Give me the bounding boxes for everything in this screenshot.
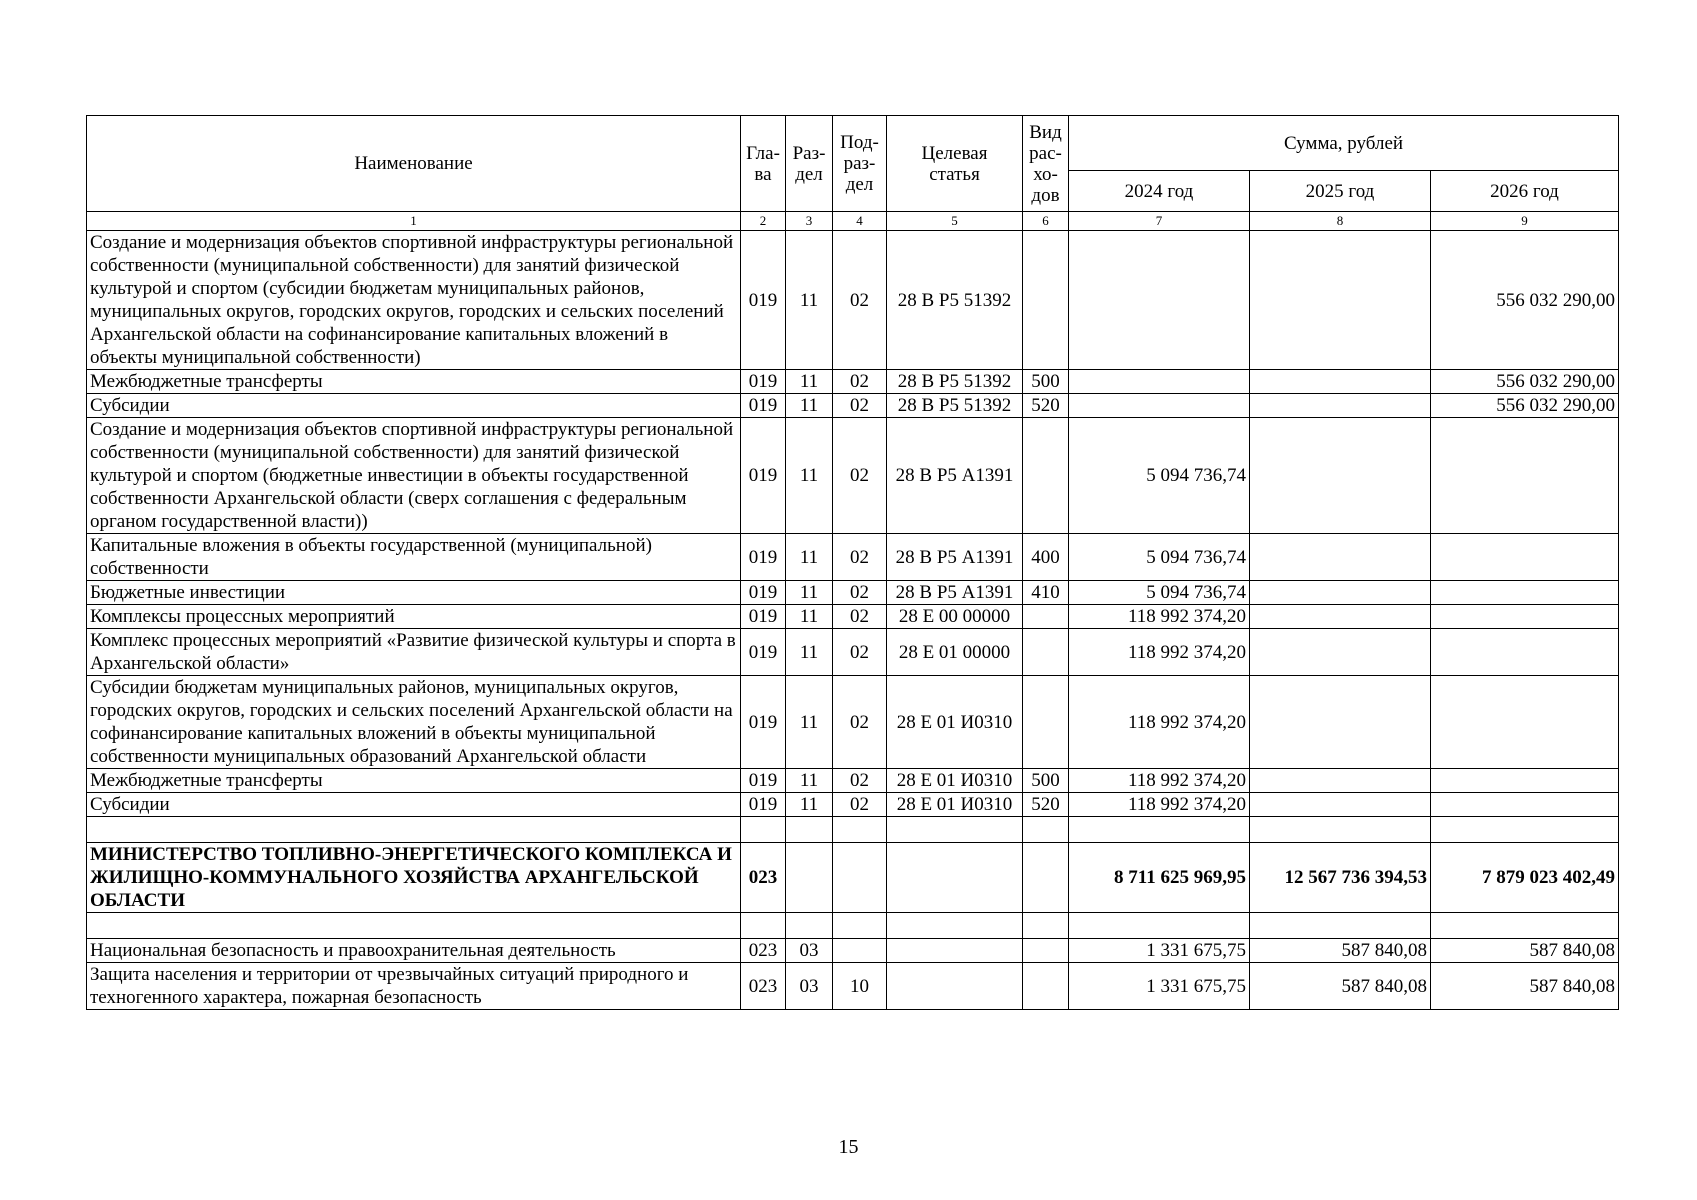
row-podrazdel: 02: [833, 629, 887, 676]
row-glava: 019: [741, 605, 786, 629]
header-year-2025: 2025 год: [1250, 171, 1431, 212]
empty-cell: [786, 817, 833, 843]
table-row: [87, 963, 1619, 1010]
row-name: Субсидии бюджетам муниципальных районов, муниципальных округов, городских округов, городских и сельских поселений Архангельской области на софинансирование капитальных вложений в объекты муниципальной собственности муниципальных образований Архангельской области: [87, 676, 741, 769]
budget-table: [86, 115, 1619, 1010]
table-row: [87, 534, 1619, 581]
header-vid: Вид рас- хо- дов: [1023, 116, 1069, 212]
header-razdel: Раз- дел: [786, 116, 833, 212]
table-row: [87, 394, 1619, 418]
row-amount-2026: [1431, 676, 1619, 769]
column-number: 7: [1069, 212, 1250, 231]
empty-row: [87, 913, 1619, 939]
row-glava: 019: [741, 394, 786, 418]
row-podrazdel: 02: [833, 605, 887, 629]
row-amount-2026: 587 840,08: [1431, 939, 1619, 963]
empty-cell: [833, 817, 887, 843]
row-razdel: 11: [786, 394, 833, 418]
row-podrazdel: 02: [833, 394, 887, 418]
row-amount-2026: [1431, 793, 1619, 817]
row-statya: [887, 843, 1023, 913]
row-razdel: 11: [786, 676, 833, 769]
header-name: Наименование: [87, 116, 741, 212]
row-amount-2024: 5 094 736,74: [1069, 534, 1250, 581]
column-number: 1: [87, 212, 741, 231]
header-year-2024: 2024 год: [1069, 171, 1250, 212]
table-row: [87, 843, 1619, 913]
row-amount-2025: 587 840,08: [1250, 939, 1431, 963]
row-amount-2026: [1431, 605, 1619, 629]
row-glava: 019: [741, 231, 786, 370]
row-amount-2025: [1250, 793, 1431, 817]
empty-cell: [741, 913, 786, 939]
empty-cell: [87, 913, 741, 939]
row-amount-2024: [1069, 394, 1250, 418]
column-number-row: [87, 212, 1619, 231]
row-amount-2024: [1069, 231, 1250, 370]
empty-cell: [1069, 913, 1250, 939]
column-number: 5: [887, 212, 1023, 231]
empty-cell: [1023, 913, 1069, 939]
row-statya: [887, 939, 1023, 963]
row-podrazdel: 02: [833, 793, 887, 817]
row-vid: [1023, 676, 1069, 769]
empty-cell: [786, 913, 833, 939]
row-statya: 28 В Р5 51392: [887, 370, 1023, 394]
row-name: Создание и модернизация объектов спортивной инфраструктуры региональной собственности (муниципальной собственности) для занятий физической культурой и спортом (субсидии бюджетам муниципальных районов, муниципальных округов, городских округов, городских и сельских поселений Архангельской области на софинансирование капитальных вложений в объекты муниципальной собственности): [87, 231, 741, 370]
empty-cell: [1431, 817, 1619, 843]
row-podrazdel: 02: [833, 534, 887, 581]
row-vid: [1023, 605, 1069, 629]
row-name: Защита населения и территории от чрезвычайных ситуаций природного и техногенного характера, пожарная безопасность: [87, 963, 741, 1010]
table-row: [87, 418, 1619, 534]
row-amount-2025: [1250, 676, 1431, 769]
row-amount-2025: [1250, 370, 1431, 394]
row-razdel: 11: [786, 581, 833, 605]
table-row: [87, 231, 1619, 370]
row-vid: 500: [1023, 769, 1069, 793]
row-amount-2026: [1431, 629, 1619, 676]
row-amount-2026: 556 032 290,00: [1431, 394, 1619, 418]
table-header: [87, 116, 1619, 231]
row-name: Комплекс процессных мероприятий «Развитие физической культуры и спорта в Архангельской области»: [87, 629, 741, 676]
row-amount-2026: 7 879 023 402,49: [1431, 843, 1619, 913]
row-statya: [887, 963, 1023, 1010]
row-amount-2026: 556 032 290,00: [1431, 231, 1619, 370]
row-statya: 28 В Р5 А1391: [887, 581, 1023, 605]
row-amount-2025: [1250, 418, 1431, 534]
row-amount-2024: 118 992 374,20: [1069, 629, 1250, 676]
header-summa: Сумма, рублей: [1069, 116, 1619, 171]
row-amount-2025: [1250, 394, 1431, 418]
row-vid: [1023, 629, 1069, 676]
row-statya: 28 Е 01 И0310: [887, 676, 1023, 769]
row-razdel: 03: [786, 963, 833, 1010]
table-row: [87, 793, 1619, 817]
table-row: [87, 370, 1619, 394]
row-podrazdel: 02: [833, 676, 887, 769]
empty-row: [87, 817, 1619, 843]
row-name: Субсидии: [87, 394, 741, 418]
row-glava: 019: [741, 534, 786, 581]
row-amount-2024: 118 992 374,20: [1069, 676, 1250, 769]
row-name: Субсидии: [87, 793, 741, 817]
row-glava: 023: [741, 939, 786, 963]
row-name: Капитальные вложения в объекты государственной (муниципальной) собственности: [87, 534, 741, 581]
row-amount-2026: [1431, 534, 1619, 581]
row-podrazdel: 02: [833, 418, 887, 534]
row-amount-2024: [1069, 370, 1250, 394]
row-amount-2024: 1 331 675,75: [1069, 939, 1250, 963]
row-glava: 019: [741, 793, 786, 817]
row-vid: 500: [1023, 370, 1069, 394]
row-razdel: 11: [786, 534, 833, 581]
row-razdel: 11: [786, 629, 833, 676]
row-podrazdel: 02: [833, 581, 887, 605]
row-statya: 28 В Р5 А1391: [887, 418, 1023, 534]
row-amount-2025: [1250, 605, 1431, 629]
empty-cell: [1069, 817, 1250, 843]
empty-cell: [1250, 817, 1431, 843]
column-number: 6: [1023, 212, 1069, 231]
row-amount-2026: [1431, 581, 1619, 605]
header-podrazdel: Под- раз- дел: [833, 116, 887, 212]
empty-cell: [833, 913, 887, 939]
row-razdel: 11: [786, 605, 833, 629]
empty-cell: [87, 817, 741, 843]
row-amount-2026: 556 032 290,00: [1431, 370, 1619, 394]
empty-cell: [1250, 913, 1431, 939]
empty-cell: [741, 817, 786, 843]
column-number: 9: [1431, 212, 1619, 231]
row-glava: 023: [741, 843, 786, 913]
row-razdel: 11: [786, 793, 833, 817]
header-statya: Целевая статья: [887, 116, 1023, 212]
empty-cell: [1023, 817, 1069, 843]
row-glava: 023: [741, 963, 786, 1010]
row-podrazdel: 02: [833, 769, 887, 793]
row-podrazdel: [833, 843, 887, 913]
row-amount-2025: [1250, 581, 1431, 605]
row-podrazdel: 02: [833, 370, 887, 394]
table-row: [87, 605, 1619, 629]
row-name: Межбюджетные трансферты: [87, 370, 741, 394]
row-glava: 019: [741, 629, 786, 676]
row-amount-2025: [1250, 231, 1431, 370]
empty-cell: [887, 913, 1023, 939]
row-name: Комплексы процессных мероприятий: [87, 605, 741, 629]
row-podrazdel: [833, 939, 887, 963]
row-vid: 400: [1023, 534, 1069, 581]
row-name: Национальная безопасность и правоохранительная деятельность: [87, 939, 741, 963]
row-name: Межбюджетные трансферты: [87, 769, 741, 793]
row-vid: 410: [1023, 581, 1069, 605]
row-razdel: 11: [786, 370, 833, 394]
row-name: Создание и модернизация объектов спортивной инфраструктуры региональной собственности (муниципальной собственности) для занятий физической культурой и спортом (бюджетные инвестиции в объекты государственной собственности Архангельской области (сверх соглашения с федеральным органом государственной власти)): [87, 418, 741, 534]
page-number: 15: [838, 1136, 859, 1158]
column-number: 3: [786, 212, 833, 231]
header-year-2026: 2026 год: [1431, 171, 1619, 212]
row-statya: 28 В Р5 А1391: [887, 534, 1023, 581]
row-podrazdel: 10: [833, 963, 887, 1010]
row-vid: 520: [1023, 793, 1069, 817]
row-amount-2026: [1431, 769, 1619, 793]
row-name: МИНИСТЕРСТВО ТОПЛИВНО-ЭНЕРГЕТИЧЕСКОГО КОМПЛЕКСА И ЖИЛИЩНО-КОММУНАЛЬНОГО ХОЗЯЙСТВА АРХАНГЕЛЬСКОЙ ОБЛАСТИ: [87, 843, 741, 913]
row-amount-2025: [1250, 629, 1431, 676]
row-razdel: 11: [786, 769, 833, 793]
row-razdel: 03: [786, 939, 833, 963]
row-statya: 28 В Р5 51392: [887, 394, 1023, 418]
column-number: 4: [833, 212, 887, 231]
row-vid: [1023, 231, 1069, 370]
row-amount-2024: 1 331 675,75: [1069, 963, 1250, 1010]
table-row: [87, 676, 1619, 769]
table-body: [87, 231, 1619, 1010]
row-amount-2025: [1250, 534, 1431, 581]
row-statya: 28 Е 01 И0310: [887, 769, 1023, 793]
row-vid: 520: [1023, 394, 1069, 418]
row-amount-2026: [1431, 418, 1619, 534]
table-row: [87, 581, 1619, 605]
empty-cell: [887, 817, 1023, 843]
row-vid: [1023, 963, 1069, 1010]
table-row: [87, 629, 1619, 676]
row-statya: 28 В Р5 51392: [887, 231, 1023, 370]
empty-cell: [1431, 913, 1619, 939]
row-amount-2024: 8 711 625 969,95: [1069, 843, 1250, 913]
row-name: Бюджетные инвестиции: [87, 581, 741, 605]
row-razdel: 11: [786, 418, 833, 534]
row-vid: [1023, 939, 1069, 963]
row-statya: 28 Е 00 00000: [887, 605, 1023, 629]
row-amount-2025: 587 840,08: [1250, 963, 1431, 1010]
table-row: [87, 769, 1619, 793]
row-podrazdel: 02: [833, 231, 887, 370]
row-glava: 019: [741, 676, 786, 769]
row-statya: 28 Е 01 И0310: [887, 793, 1023, 817]
row-amount-2024: 5 094 736,74: [1069, 581, 1250, 605]
row-amount-2024: 118 992 374,20: [1069, 769, 1250, 793]
row-amount-2024: 118 992 374,20: [1069, 605, 1250, 629]
row-statya: 28 Е 01 00000: [887, 629, 1023, 676]
table-row: [87, 939, 1619, 963]
row-glava: 019: [741, 769, 786, 793]
column-number: 8: [1250, 212, 1431, 231]
column-number: 2: [741, 212, 786, 231]
row-razdel: [786, 843, 833, 913]
row-vid: [1023, 418, 1069, 534]
header-glava: Гла- ва: [741, 116, 786, 212]
row-amount-2025: 12 567 736 394,53: [1250, 843, 1431, 913]
row-amount-2026: 587 840,08: [1431, 963, 1619, 1010]
row-amount-2024: 5 094 736,74: [1069, 418, 1250, 534]
row-amount-2024: 118 992 374,20: [1069, 793, 1250, 817]
row-vid: [1023, 843, 1069, 913]
row-glava: 019: [741, 581, 786, 605]
row-glava: 019: [741, 370, 786, 394]
row-amount-2025: [1250, 769, 1431, 793]
row-glava: 019: [741, 418, 786, 534]
row-razdel: 11: [786, 231, 833, 370]
